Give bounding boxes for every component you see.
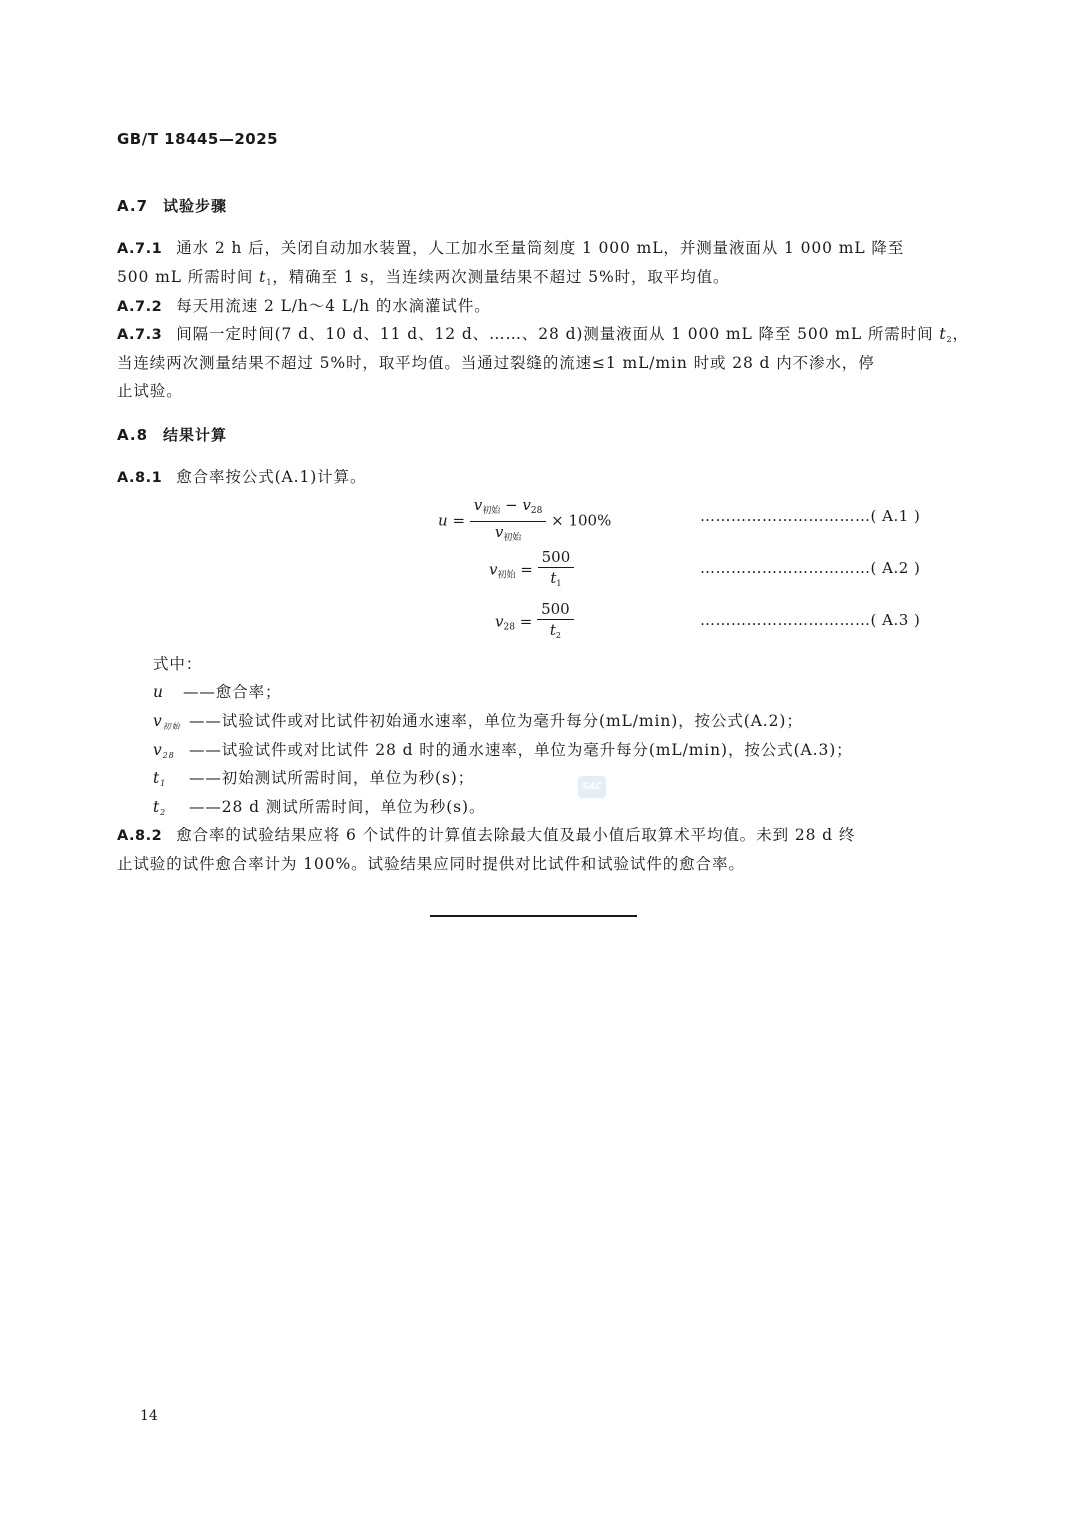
section-title: 试验步骤 <box>163 197 228 215</box>
page-number: 14 <box>140 1408 158 1424</box>
sac-watermark-logo: SAC <box>578 776 606 798</box>
legend-description: ——初始测试所需时间，单位为秒(s)； <box>189 769 475 787</box>
variable-v: v <box>494 523 504 541</box>
subscript: 28 <box>162 751 175 760</box>
legend-symbol: v <box>153 741 163 759</box>
variable-v: v <box>522 496 531 514</box>
clause-number: A.7.2 <box>117 299 163 315</box>
fraction <box>537 600 574 645</box>
clause-a8-2-line1 <box>117 823 855 845</box>
legend-intro: 式中： <box>153 655 203 673</box>
clause-text: 每天用流速 2 L/h～4 L/h 的水滴灌试件。 <box>176 297 491 315</box>
legend-symbol: t <box>153 798 161 816</box>
equation-number: ( A.2 ) <box>870 559 921 577</box>
variable-t: t <box>550 569 557 587</box>
minus-sign: − <box>500 496 523 514</box>
formula-a3-number <box>700 611 920 629</box>
clause-a7-3-line1 <box>117 322 969 344</box>
clause-number: A.8.2 <box>117 828 163 844</box>
clause-number: A.8.1 <box>117 470 163 486</box>
numerator: 500 <box>538 548 575 568</box>
numerator: 500 <box>537 600 574 620</box>
variable-t: t <box>549 621 556 639</box>
end-rule-divider <box>430 915 637 917</box>
clause-a7-1-line2 <box>117 265 729 287</box>
clause-number: A.7.3 <box>117 327 163 343</box>
subscript: 28 <box>503 622 515 633</box>
legend-description: ——28 d 测试所需时间，单位为秒(s)。 <box>189 798 486 816</box>
equation-number: ( A.1 ) <box>870 507 921 525</box>
subscript: 28 <box>530 506 543 516</box>
clause-a7-2 <box>117 294 491 316</box>
dot-leader: …………………………… <box>700 559 871 577</box>
formula-tail: × 100% <box>551 511 612 530</box>
subscript: 1 <box>266 278 273 287</box>
clause-text: ， <box>952 325 969 343</box>
subscript: 2 <box>160 808 167 817</box>
legend-description: ——愈合率； <box>183 683 282 701</box>
subscript: 初始 <box>503 533 522 543</box>
variable-v: v <box>489 560 498 579</box>
section-number: A.8 <box>117 426 149 444</box>
legend-item <box>153 680 281 702</box>
legend-description: ——试验试件或对比试件 28 d 时的通水速率，单位为毫升每分(mL/min)，按公式(A.3)； <box>189 741 853 759</box>
legend-description: ——试验试件或对比试件初始通水速率，单位为毫升每分(mL/min)，按公式(A.2)； <box>189 712 803 730</box>
variable-t: t <box>259 268 267 286</box>
subscript: 2 <box>555 631 561 640</box>
variable-t: t <box>939 325 947 343</box>
subscript: 1 <box>160 779 167 788</box>
clause-text: 愈合率按公式(A.1)计算。 <box>176 468 367 486</box>
clause-a7-1-line1 <box>117 236 904 258</box>
legend-item <box>153 738 853 760</box>
section-a8-heading <box>117 424 227 445</box>
equation-number: ( A.3 ) <box>870 611 921 629</box>
legend-item <box>153 795 485 817</box>
clause-text: 间隔一定时间(7 d、10 d、11 d、12 d、……、28 d)测量液面从 1 000 mL 降至 500 mL 所需时间 <box>176 325 940 343</box>
dot-leader: …………………………… <box>700 611 871 629</box>
section-number: A.7 <box>117 197 149 215</box>
clause-text: ，精确至 1 s，当连续两次测量结果不超过 5%时，取平均值。 <box>272 268 730 286</box>
subscript: 初始 <box>482 506 501 516</box>
subscript: 初始 <box>497 570 516 581</box>
formula-a1-number <box>700 507 920 525</box>
subscript: 1 <box>556 579 562 588</box>
variable-u: u <box>438 511 448 530</box>
section-title: 结果计算 <box>163 426 228 444</box>
subscript: 2 <box>946 335 953 344</box>
subscript: 初始 <box>162 722 181 731</box>
clause-a8-2-line2: 止试验的试件愈合率计为 100%。试验结果应同时提供对比试件和试验试件的愈合率。 <box>117 855 745 873</box>
formula-a1: u = $\frac{v_{初始} - v_{28}}{v_{初始}}$ × 100% <box>438 496 611 547</box>
clause-a8-1 <box>117 465 366 487</box>
section-a7-heading <box>117 195 227 216</box>
clause-text: 愈合率的试验结果应将 6 个试件的计算值去除最大值及最小值后取算术平均值。未到 28 d 终 <box>176 826 856 844</box>
formula-a2-number <box>700 559 920 577</box>
variable-v: v <box>473 496 483 514</box>
legend-item <box>153 709 803 732</box>
dot-leader: …………………………… <box>700 507 871 525</box>
fraction <box>538 548 575 593</box>
fraction <box>470 496 547 547</box>
standard-code: GB/T 18445—2025 <box>117 130 279 148</box>
clause-text: 通水 2 h 后，关闭自动加水装置，人工加水至量筒刻度 1 000 mL，并测量液面从 1 000 mL 降至 <box>176 239 905 257</box>
legend-symbol: t <box>153 769 161 787</box>
legend-item <box>153 766 474 788</box>
formula-a2: $v_{初始}$ = $\frac{500}{t_1}$ <box>489 548 574 593</box>
clause-a7-3-line3: 止试验。 <box>117 382 183 400</box>
clause-text: 500 mL 所需时间 <box>117 268 260 286</box>
clause-number: A.7.1 <box>117 241 163 257</box>
legend-symbol: v <box>153 712 163 730</box>
formula-a3: $v_{28}$ = $\frac{500}{t_2}$ <box>495 600 574 645</box>
clause-a7-3-line2: 当连续两次测量结果不超过 5%时，取平均值。当通过裂缝的流速≤1 mL/min 时或 28 d 内不渗水，停 <box>117 354 875 372</box>
legend-symbol: u <box>153 683 164 701</box>
variable-v: v <box>495 612 504 631</box>
